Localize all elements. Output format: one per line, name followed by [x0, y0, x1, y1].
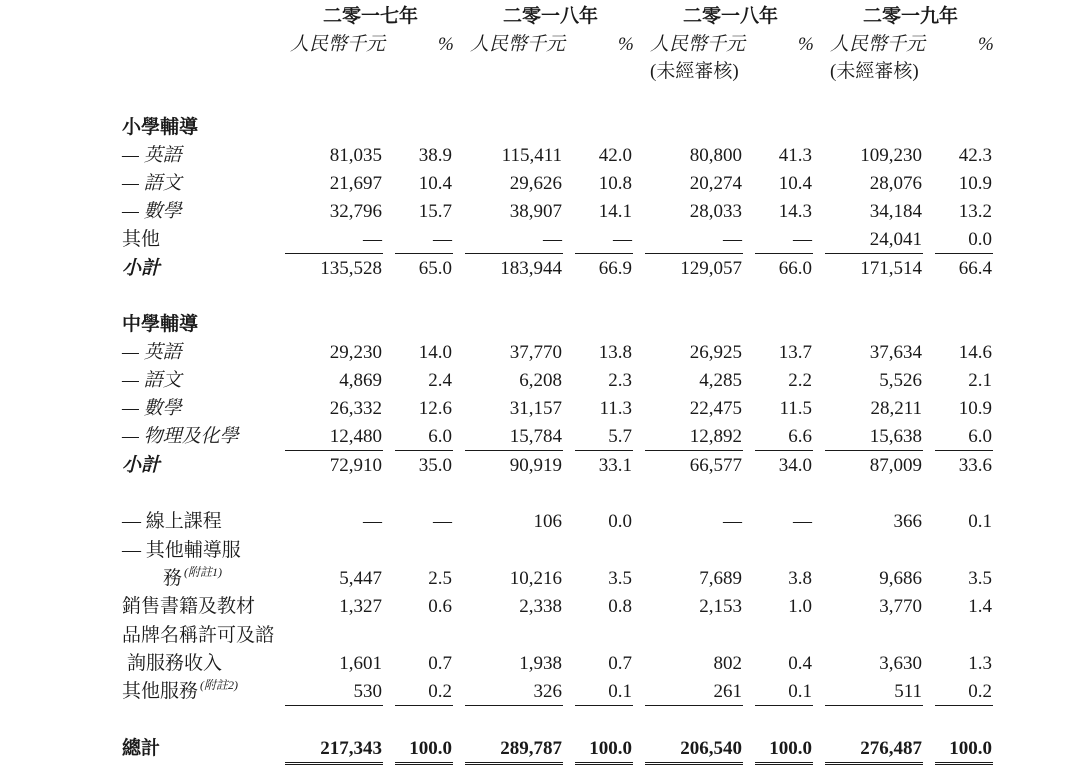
row-label-continued: 詢服務收入 [127, 653, 223, 674]
cell: 14.0 [418, 342, 452, 363]
subtotal-rule [935, 253, 993, 254]
cell: 6.0 [428, 426, 452, 447]
unaudited-note-2019: (未經審核) [830, 61, 919, 82]
cell: 2.5 [428, 568, 452, 589]
cell: 32,796 [329, 201, 382, 222]
cell: 41.3 [778, 145, 812, 166]
cell: 33.6 [958, 455, 992, 476]
cell: 26,332 [329, 398, 382, 419]
subtotal-label-primary: 小計 [122, 258, 161, 279]
cell: 29,230 [329, 342, 382, 363]
cell: 1,601 [339, 653, 382, 674]
cell: 1,938 [519, 653, 562, 674]
row-label: — 線上課程 [122, 511, 222, 532]
total-rule [285, 705, 383, 706]
cell: 0.6 [428, 596, 452, 617]
cell: 34,184 [869, 201, 922, 222]
cell: 28,076 [869, 173, 922, 194]
cell: 0.2 [428, 681, 452, 702]
cell: 7,689 [699, 568, 742, 589]
row-label: 其他 [122, 229, 161, 250]
cell: 10.4 [418, 173, 452, 194]
subtotal-rule [575, 450, 633, 451]
cell: 10.8 [598, 173, 632, 194]
cell: 3,770 [879, 596, 922, 617]
cell: 100.0 [949, 738, 992, 759]
cell: 261 [713, 681, 742, 702]
cell: 12,480 [329, 426, 382, 447]
cell: 3,630 [879, 653, 922, 674]
cell: 2.4 [428, 370, 452, 391]
cell: 6.6 [788, 426, 812, 447]
cell: 13.7 [778, 342, 812, 363]
cell: 183,944 [500, 258, 562, 279]
year-header-2017: 二零一七年 [323, 6, 419, 27]
cell: 9,686 [879, 568, 922, 589]
unit-header-2018-unaudited: 人民幣千元 [650, 34, 746, 55]
cell: 14.1 [598, 201, 632, 222]
cell: 11.5 [779, 398, 812, 419]
total-rule [825, 705, 923, 706]
pct-header-2018-unaudited: % [798, 34, 814, 55]
row-label: 其他服務 [122, 681, 199, 702]
subtotal-rule [395, 450, 453, 451]
cell: 109,230 [860, 145, 922, 166]
cell: 5,447 [339, 568, 382, 589]
cell: 66.0 [778, 258, 812, 279]
cell: 135,528 [320, 258, 382, 279]
cell: — [793, 229, 812, 250]
year-header-2019: 二零一九年 [863, 6, 959, 27]
cell: 0.2 [968, 681, 992, 702]
cell: — [433, 229, 452, 250]
cell: 100.0 [589, 738, 632, 759]
cell: 20,274 [689, 173, 742, 194]
total-double-rule [825, 762, 923, 765]
cell: 24,041 [869, 229, 922, 250]
subtotal-rule [755, 253, 813, 254]
cell: 0.7 [428, 653, 452, 674]
cell: 31,157 [509, 398, 562, 419]
total-rule [395, 705, 453, 706]
row-label: — 其他輔導服 [122, 540, 241, 561]
cell: 6.0 [968, 426, 992, 447]
cell: — [363, 229, 382, 250]
row-label: 銷售書籍及教材 [122, 596, 256, 617]
cell: 326 [533, 681, 562, 702]
subtotal-rule [935, 450, 993, 451]
cell: 35.0 [418, 455, 452, 476]
subtotal-rule [645, 450, 743, 451]
cell: 38.9 [418, 145, 452, 166]
cell: 366 [893, 511, 922, 532]
cell: 206,540 [680, 738, 742, 759]
total-rule [465, 705, 563, 706]
total-double-rule [645, 762, 743, 765]
cell: 10.4 [778, 173, 812, 194]
cell: 511 [894, 681, 922, 702]
cell: 37,770 [509, 342, 562, 363]
cell: — [363, 511, 382, 532]
subtotal-rule [395, 253, 453, 254]
pct-header-2019: % [978, 34, 994, 55]
unit-header-2017: 人民幣千元 [290, 34, 386, 55]
cell: 34.0 [778, 455, 812, 476]
subtotal-rule [285, 450, 383, 451]
cell: 106 [533, 511, 562, 532]
cell: — [543, 229, 562, 250]
cell: 289,787 [500, 738, 562, 759]
section-title-secondary: 中學輔導 [122, 314, 199, 335]
cell: 0.8 [608, 596, 632, 617]
total-double-rule [935, 762, 993, 765]
cell: 38,907 [509, 201, 562, 222]
total-double-rule [575, 762, 633, 765]
row-label: — 語文 [122, 173, 182, 194]
pct-header-2018: % [618, 34, 634, 55]
cell: 4,285 [699, 370, 742, 391]
cell: 1.4 [968, 596, 992, 617]
cell: 802 [713, 653, 742, 674]
cell: 129,057 [680, 258, 742, 279]
cell: 13.8 [598, 342, 632, 363]
cell: 0.1 [968, 511, 992, 532]
cell: 171,514 [860, 258, 922, 279]
subtotal-rule [285, 253, 383, 254]
cell: 3.5 [608, 568, 632, 589]
cell: 15.7 [418, 201, 452, 222]
cell: 87,009 [869, 455, 922, 476]
unit-header-2018: 人民幣千元 [470, 34, 566, 55]
subtotal-rule [825, 253, 923, 254]
cell: 26,925 [689, 342, 742, 363]
cell: 10.9 [958, 173, 992, 194]
section-title-primary: 小學輔導 [122, 117, 199, 138]
cell: 2.1 [968, 370, 992, 391]
cell: 1,327 [339, 596, 382, 617]
subtotal-rule [755, 450, 813, 451]
cell: 2.2 [788, 370, 812, 391]
cell: 72,910 [329, 455, 382, 476]
cell: 29,626 [509, 173, 562, 194]
cell: — [723, 229, 742, 250]
cell: 1.0 [788, 596, 812, 617]
cell: 14.6 [958, 342, 992, 363]
row-label: — 英語 [122, 342, 182, 363]
cell: 42.0 [598, 145, 632, 166]
cell: 3.5 [968, 568, 992, 589]
row-label: — 數學 [122, 201, 182, 222]
cell: 28,033 [689, 201, 742, 222]
cell: 42.3 [958, 145, 992, 166]
footnote-ref-2: (附註2) [200, 678, 239, 692]
cell: 2,153 [699, 596, 742, 617]
cell: 12.6 [418, 398, 452, 419]
cell: 100.0 [769, 738, 812, 759]
cell: 28,211 [870, 398, 922, 419]
total-rule [645, 705, 743, 706]
year-header-2018: 二零一八年 [503, 6, 599, 27]
cell: — [723, 511, 742, 532]
subtotal-rule [645, 253, 743, 254]
cell: 2,338 [519, 596, 562, 617]
cell: 0.7 [608, 653, 632, 674]
row-label: — 語文 [122, 370, 182, 391]
cell: 10.9 [958, 398, 992, 419]
subtotal-label-secondary: 小計 [122, 455, 161, 476]
cell: — [433, 511, 452, 532]
cell: 65.0 [418, 258, 452, 279]
cell: 66,577 [689, 455, 742, 476]
subtotal-rule [825, 450, 923, 451]
year-header-2018-unaudited: 二零一八年 [683, 6, 779, 27]
cell: 5.7 [608, 426, 632, 447]
subtotal-rule [465, 450, 563, 451]
cell: 0.0 [968, 229, 992, 250]
pct-header-2017: % [438, 34, 454, 55]
unaudited-note-2018: (未經審核) [650, 61, 739, 82]
subtotal-rule [575, 253, 633, 254]
cell: 11.3 [599, 398, 632, 419]
cell: 13.2 [958, 201, 992, 222]
cell: 80,800 [689, 145, 742, 166]
cell: 12,892 [689, 426, 742, 447]
row-label-continued [163, 567, 222, 592]
cell: 66.9 [598, 258, 632, 279]
cell: 0.4 [788, 653, 812, 674]
cell: 3.8 [788, 568, 812, 589]
total-rule [935, 705, 993, 706]
cell: 14.3 [778, 201, 812, 222]
row-label-continued-text: 務 [163, 568, 183, 589]
cell: 2.3 [608, 370, 632, 391]
cell: 217,343 [320, 738, 382, 759]
cell: — [613, 229, 632, 250]
row-label: — 物理及化學 [122, 426, 239, 447]
cell: 90,919 [509, 455, 562, 476]
cell: 530 [353, 681, 382, 702]
total-double-rule [755, 762, 813, 765]
cell: 276,487 [860, 738, 922, 759]
row-label: — 數學 [122, 398, 182, 419]
subtotal-rule [465, 253, 563, 254]
total-double-rule [285, 762, 383, 765]
cell: 81,035 [329, 145, 382, 166]
cell: 0.0 [608, 511, 632, 532]
total-rule [755, 705, 813, 706]
cell: 4,869 [339, 370, 382, 391]
footnote-ref-1: (附註1) [184, 565, 223, 579]
cell: 37,634 [869, 342, 922, 363]
cell: 5,526 [879, 370, 922, 391]
cell: 66.4 [958, 258, 992, 279]
cell: 10,216 [509, 568, 562, 589]
cell: 1.3 [968, 653, 992, 674]
unit-header-2019: 人民幣千元 [830, 34, 926, 55]
cell: 21,697 [329, 173, 382, 194]
cell: — [793, 511, 812, 532]
total-rule [575, 705, 633, 706]
cell: 33.1 [598, 455, 632, 476]
cell: 6,208 [519, 370, 562, 391]
cell: 0.1 [608, 681, 632, 702]
row-label-with-note [122, 680, 238, 705]
cell: 22,475 [689, 398, 742, 419]
row-label: 品牌名稱許可及諮 [122, 625, 275, 646]
cell: 115,411 [501, 145, 562, 166]
cell: 100.0 [409, 738, 452, 759]
total-label: 總計 [122, 738, 161, 759]
row-label: — 英語 [122, 145, 182, 166]
cell: 15,784 [509, 426, 562, 447]
cell: 15,638 [869, 426, 922, 447]
total-double-rule [465, 762, 563, 765]
total-double-rule [395, 762, 453, 765]
cell: 0.1 [788, 681, 812, 702]
